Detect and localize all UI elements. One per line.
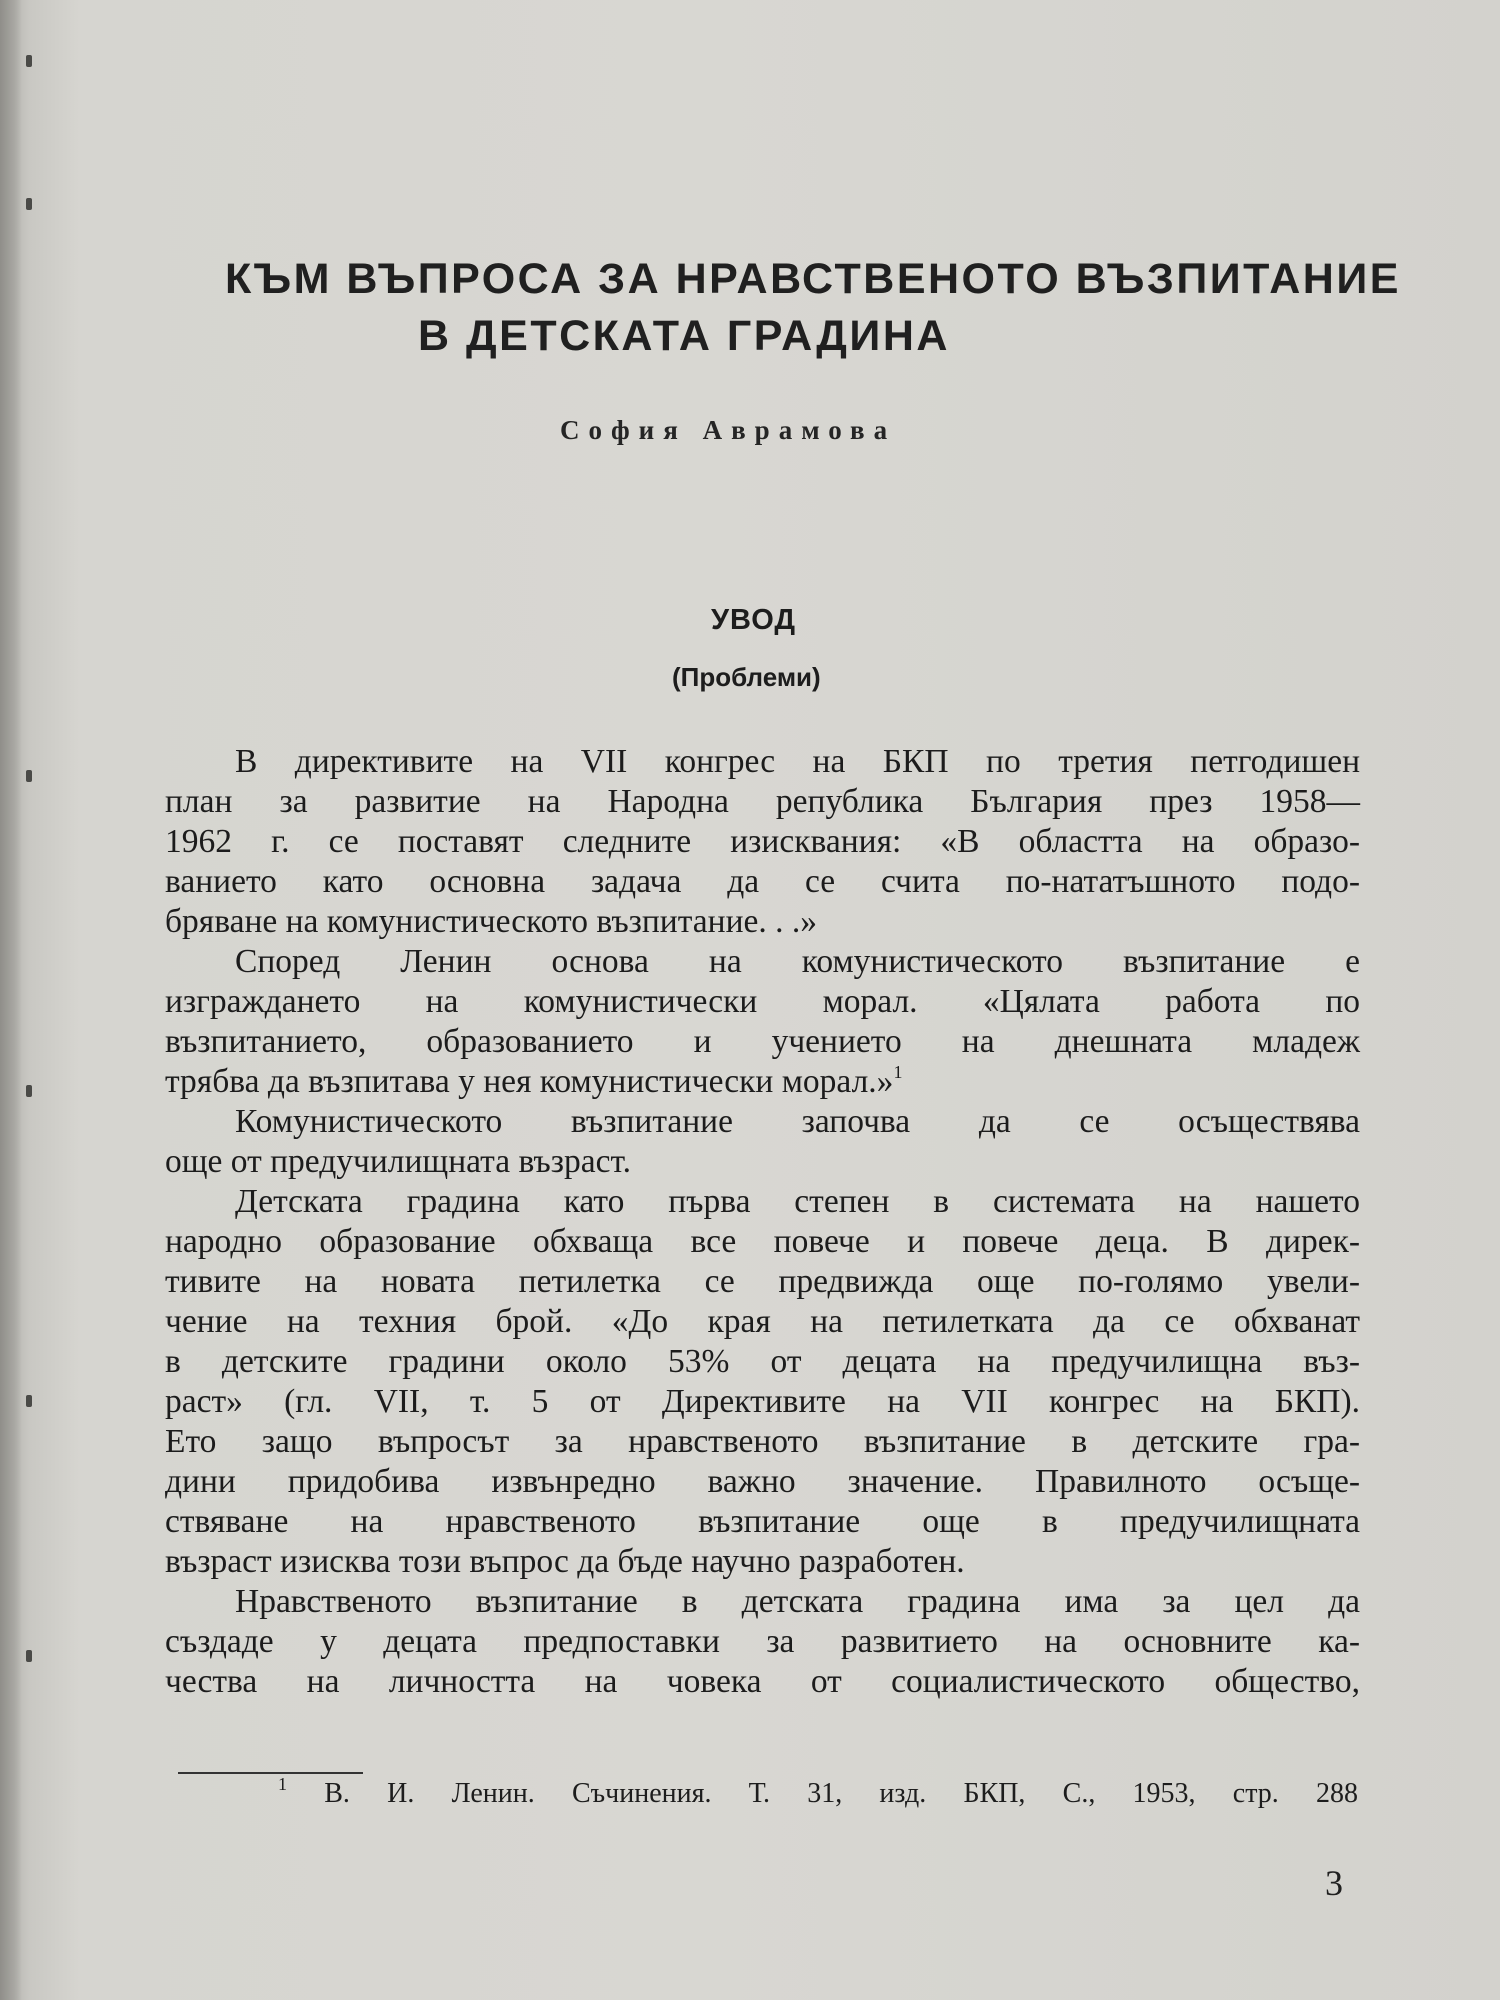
title-line-1: КЪМ ВЪПРОСА ЗА НРАВСТВЕНОТО ВЪЗПИТАНИЕ <box>225 255 1401 303</box>
text-line: чение на техния брой. «До края на петилетката да се обхванат <box>165 1303 1360 1340</box>
text-line: тивите на новата петилетка се предвижда още по-голямо увели- <box>165 1263 1360 1300</box>
text-line <box>165 1062 1360 1102</box>
text-line-content: трябва да възпитава у нея комунистически морал.» <box>165 1063 894 1100</box>
section-heading: УВОД <box>711 604 797 636</box>
text-line: раст» (гл. VII, т. 5 от Директивите на VII конгрес на БКП). <box>165 1383 1360 1420</box>
text-line: възраст изисква този въпрос да бъде научно разработен. <box>165 1543 965 1580</box>
text-line: възпитанието, образованието и учението на днешната младеж <box>165 1023 1360 1060</box>
text-line: В директивите на VII конгрес на БКП по третия петгодишен <box>235 743 1360 780</box>
binding-stitch <box>26 1085 32 1097</box>
text-line: Според Ленин основа на комунистическото възпитание е <box>235 943 1360 980</box>
footnote <box>278 1774 1358 1814</box>
text-line: ствяване на нравственото възпитание още в предучилищната <box>165 1503 1360 1540</box>
title-line-2: В ДЕТСКАТА ГРАДИНА <box>418 312 950 360</box>
text-line: план за развитие на Народна република България през 1958— <box>165 783 1360 820</box>
binding-stitch <box>26 198 32 210</box>
text-line: изграждането на комунистически морал. «Цялата работа по <box>165 983 1360 1020</box>
binding-stitch <box>26 55 32 67</box>
text-line: народно образование обхваща все повече и повече деца. В дирек- <box>165 1223 1360 1260</box>
author-name: София Аврамова <box>560 415 897 445</box>
page-spine <box>0 0 22 2000</box>
footnote-marker: 1 <box>278 1774 287 1794</box>
text-line: Ето защо въпросът за нравственото възпитание в детските гра- <box>165 1423 1360 1460</box>
text-line: още от предучилищната възраст. <box>165 1143 631 1180</box>
text-line: бряване на комунистическото възпитание. . .» <box>165 903 818 940</box>
binding-stitch <box>26 1395 32 1407</box>
body-text <box>165 742 1360 1702</box>
text-line: ванието като основна задача да се счита по-нататъшното подо- <box>165 863 1360 900</box>
footnote-text: В. И. Ленин. Съчинения. Т. 31, изд. БКП, С., 1953, стр. 288 <box>324 1778 1358 1809</box>
text-line: Детската градина като първа степен в системата на нашето <box>235 1183 1360 1220</box>
page-number: 3 <box>1325 1863 1343 1903</box>
text-line: 1962 г. се поставят следните изисквания: «В областта на образо- <box>165 823 1360 860</box>
footnote-reference: 1 <box>893 1062 903 1082</box>
binding-stitch <box>26 1650 32 1662</box>
text-line: в детските градини около 53% от децата на предучилищна въз- <box>165 1343 1360 1380</box>
text-line: Комунистическото възпитание започва да се осъществява <box>235 1103 1360 1140</box>
text-line: Нравственото възпитание в детската градина има за цел да <box>235 1583 1360 1620</box>
section-subheading: (Проблеми) <box>672 662 821 692</box>
text-line: чества на личността на човека от социалистическото общество, <box>165 1663 1360 1700</box>
text-line: дини придобива извънредно важно значение. Правилното осъще- <box>165 1463 1360 1500</box>
binding-stitch <box>26 770 32 782</box>
text-line: създаде у децата предпоставки за развитието на основните ка- <box>165 1623 1360 1660</box>
